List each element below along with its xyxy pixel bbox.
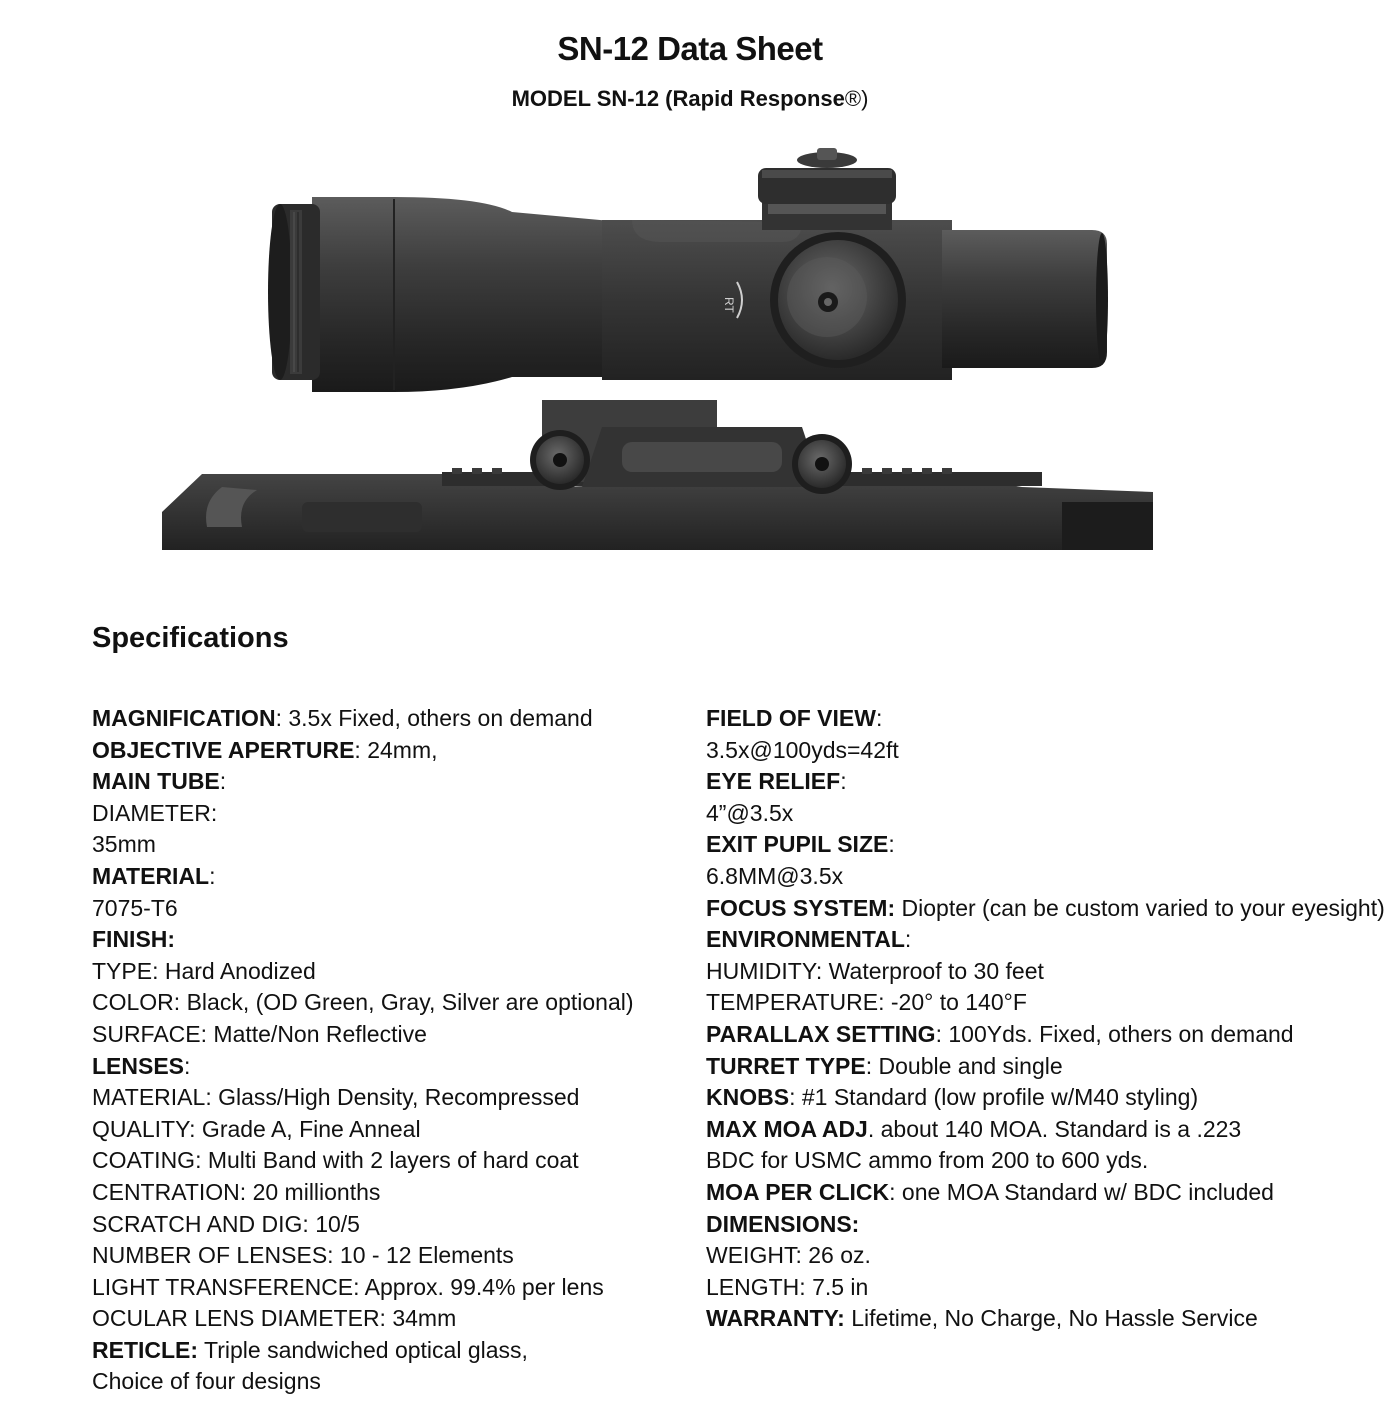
spec-value: Lifetime, No Charge, No Hassle Service bbox=[844, 1305, 1258, 1332]
spec-value: COATING: Multi Band with 2 layers of hard coat bbox=[92, 1147, 579, 1174]
spec-line bbox=[92, 1114, 682, 1146]
spec-line bbox=[706, 1051, 1296, 1083]
spec-line bbox=[706, 1114, 1296, 1177]
turret-marking: RT bbox=[722, 297, 736, 313]
spec-label: KNOBS bbox=[706, 1084, 790, 1111]
spec-line bbox=[92, 703, 682, 735]
spec-line bbox=[706, 861, 1296, 893]
spec-value: TEMPERATURE: -20° to 140°F bbox=[706, 989, 1027, 1016]
page-subtitle bbox=[0, 86, 1380, 112]
spec-line bbox=[706, 703, 1296, 735]
spec-value: LENGTH: 7.5 in bbox=[706, 1273, 869, 1300]
spec-line bbox=[706, 1272, 1296, 1304]
spec-line bbox=[92, 1366, 682, 1398]
spec-value: : bbox=[209, 862, 216, 889]
spec-label: FOCUS SYSTEM: bbox=[706, 894, 896, 921]
page-title bbox=[0, 30, 1380, 68]
spec-line bbox=[706, 1303, 1296, 1335]
spec-value: MATERIAL: Glass/High Density, Recompressed bbox=[92, 1084, 580, 1111]
spec-value: : one MOA Standard w/ BDC included bbox=[889, 1178, 1274, 1205]
spec-value: : bbox=[840, 768, 847, 795]
spec-value: 6.8MM@3.5x bbox=[706, 862, 844, 889]
title-text: SN-12 Data Sheet bbox=[557, 30, 823, 67]
spec-label: EYE RELIEF bbox=[706, 768, 841, 795]
spec-value: : 100Yds. Fixed, others on demand bbox=[935, 1020, 1294, 1047]
spec-label: ENVIRONMENTAL bbox=[706, 926, 905, 953]
spec-value: : bbox=[904, 926, 912, 953]
spec-label: WARRANTY: bbox=[706, 1305, 845, 1332]
spec-value: OCULAR LENS DIAMETER: 34mm bbox=[92, 1305, 457, 1332]
registered-symbol: ®) bbox=[844, 86, 869, 111]
spec-label: MAX MOA ADJ bbox=[706, 1115, 868, 1142]
spec-line bbox=[92, 1335, 682, 1367]
spec-label: FINISH: bbox=[92, 926, 176, 953]
spec-label: TURRET TYPE bbox=[706, 1052, 866, 1079]
spec-value: : 3.5x Fixed, others on demand bbox=[275, 705, 593, 731]
spec-line bbox=[92, 1240, 682, 1272]
spec-label: OBJECTIVE APERTURE bbox=[92, 736, 355, 763]
spec-line bbox=[706, 1019, 1296, 1051]
objective-bell bbox=[268, 197, 622, 392]
spec-line bbox=[92, 1082, 682, 1114]
spec-value: SURFACE: Matte/Non Reflective bbox=[92, 1020, 427, 1047]
spec-value: : 24mm, bbox=[354, 736, 438, 763]
spec-line bbox=[92, 1051, 682, 1083]
spec-label: EXIT PUPIL SIZE bbox=[706, 831, 889, 858]
spec-line bbox=[92, 766, 682, 798]
spec-label: LENSES bbox=[92, 1052, 185, 1079]
spec-value: QUALITY: Grade A, Fine Anneal bbox=[92, 1115, 421, 1142]
spec-value: SCRATCH AND DIG: 10/5 bbox=[92, 1210, 360, 1237]
spec-line bbox=[92, 861, 682, 893]
spec-value: WEIGHT: 26 oz. bbox=[706, 1242, 871, 1269]
spec-value: : bbox=[184, 1052, 191, 1079]
spec-line bbox=[706, 893, 1385, 925]
spec-value: NUMBER OF LENSES: 10 - 12 Elements bbox=[92, 1242, 514, 1269]
spec-value: COLOR: Black, (OD Green, Gray, Silver are optional) bbox=[92, 989, 634, 1016]
spec-line bbox=[92, 1019, 682, 1051]
spec-line bbox=[92, 1145, 682, 1177]
specs-right-column bbox=[706, 703, 1385, 1335]
spec-label: RETICLE: bbox=[92, 1336, 199, 1363]
spec-value: Diopter (can be custom varied to your eyesight) bbox=[895, 894, 1385, 921]
spec-value: . about 140 MOA. Standard is a .223 BDC for USMC ammo from 200 to 600 yds. bbox=[706, 1115, 1242, 1174]
spec-value: : bbox=[888, 831, 895, 858]
spec-value: Triple sandwiched optical glass, bbox=[198, 1336, 528, 1363]
ocular-tube bbox=[942, 230, 1108, 368]
spec-line bbox=[706, 1209, 1296, 1241]
spec-value: DIAMETER: bbox=[92, 799, 218, 826]
spec-value: 35mm bbox=[92, 831, 156, 858]
spec-label: MOA PER CLICK bbox=[706, 1178, 890, 1205]
spec-value: : bbox=[875, 705, 883, 731]
spec-line bbox=[706, 1082, 1296, 1114]
spec-line bbox=[706, 735, 1296, 767]
spec-line bbox=[706, 1177, 1296, 1209]
spec-label: DIMENSIONS: bbox=[706, 1210, 860, 1237]
spec-value: 4”@3.5x bbox=[706, 799, 794, 826]
spec-label: MAGNIFICATION bbox=[92, 705, 276, 731]
spec-line bbox=[706, 924, 1296, 956]
spec-line bbox=[92, 1272, 682, 1304]
spec-value: TYPE: Hard Anodized bbox=[92, 957, 316, 984]
spec-line bbox=[92, 893, 682, 925]
spec-value: : #1 Standard (low profile w/M40 styling) bbox=[789, 1084, 1199, 1111]
subtitle-text: MODEL SN-12 (Rapid Response bbox=[511, 86, 845, 111]
spec-value: 7075-T6 bbox=[92, 894, 178, 921]
spec-value: : Double and single bbox=[865, 1052, 1063, 1079]
spec-line bbox=[92, 987, 682, 1019]
spec-label: FIELD OF VIEW bbox=[706, 705, 876, 731]
spec-value: LIGHT TRANSFERENCE: Approx. 99.4% per lens bbox=[92, 1273, 604, 1300]
specifications-heading: Specifications bbox=[92, 622, 289, 654]
scope-photo bbox=[162, 142, 1153, 550]
spec-line bbox=[92, 1177, 682, 1209]
spec-line bbox=[706, 798, 1296, 830]
spec-value: HUMIDITY: Waterproof to 30 feet bbox=[706, 957, 1044, 984]
spec-line bbox=[92, 956, 682, 988]
spec-line bbox=[706, 1240, 1296, 1272]
spec-line bbox=[92, 829, 682, 861]
spec-line bbox=[706, 987, 1296, 1019]
spec-line bbox=[92, 924, 682, 956]
specs-left-column bbox=[92, 703, 682, 1398]
windage-turret bbox=[770, 232, 906, 368]
spec-line bbox=[92, 735, 682, 767]
spec-line bbox=[706, 956, 1296, 988]
spec-value: 3.5x@100yds=42ft bbox=[706, 736, 899, 763]
spec-label: PARALLAX SETTING bbox=[706, 1020, 936, 1047]
spec-value: Choice of four designs bbox=[92, 1368, 321, 1395]
spec-label: MATERIAL bbox=[92, 862, 210, 889]
spec-line bbox=[92, 1209, 682, 1241]
spec-value: CENTRATION: 20 millionths bbox=[92, 1178, 381, 1205]
spec-line bbox=[92, 798, 682, 830]
spec-line bbox=[706, 829, 1296, 861]
spec-line bbox=[706, 766, 1296, 798]
spec-value: : bbox=[219, 768, 227, 795]
spec-line bbox=[92, 1303, 682, 1335]
spec-label: MAIN TUBE bbox=[92, 768, 220, 795]
